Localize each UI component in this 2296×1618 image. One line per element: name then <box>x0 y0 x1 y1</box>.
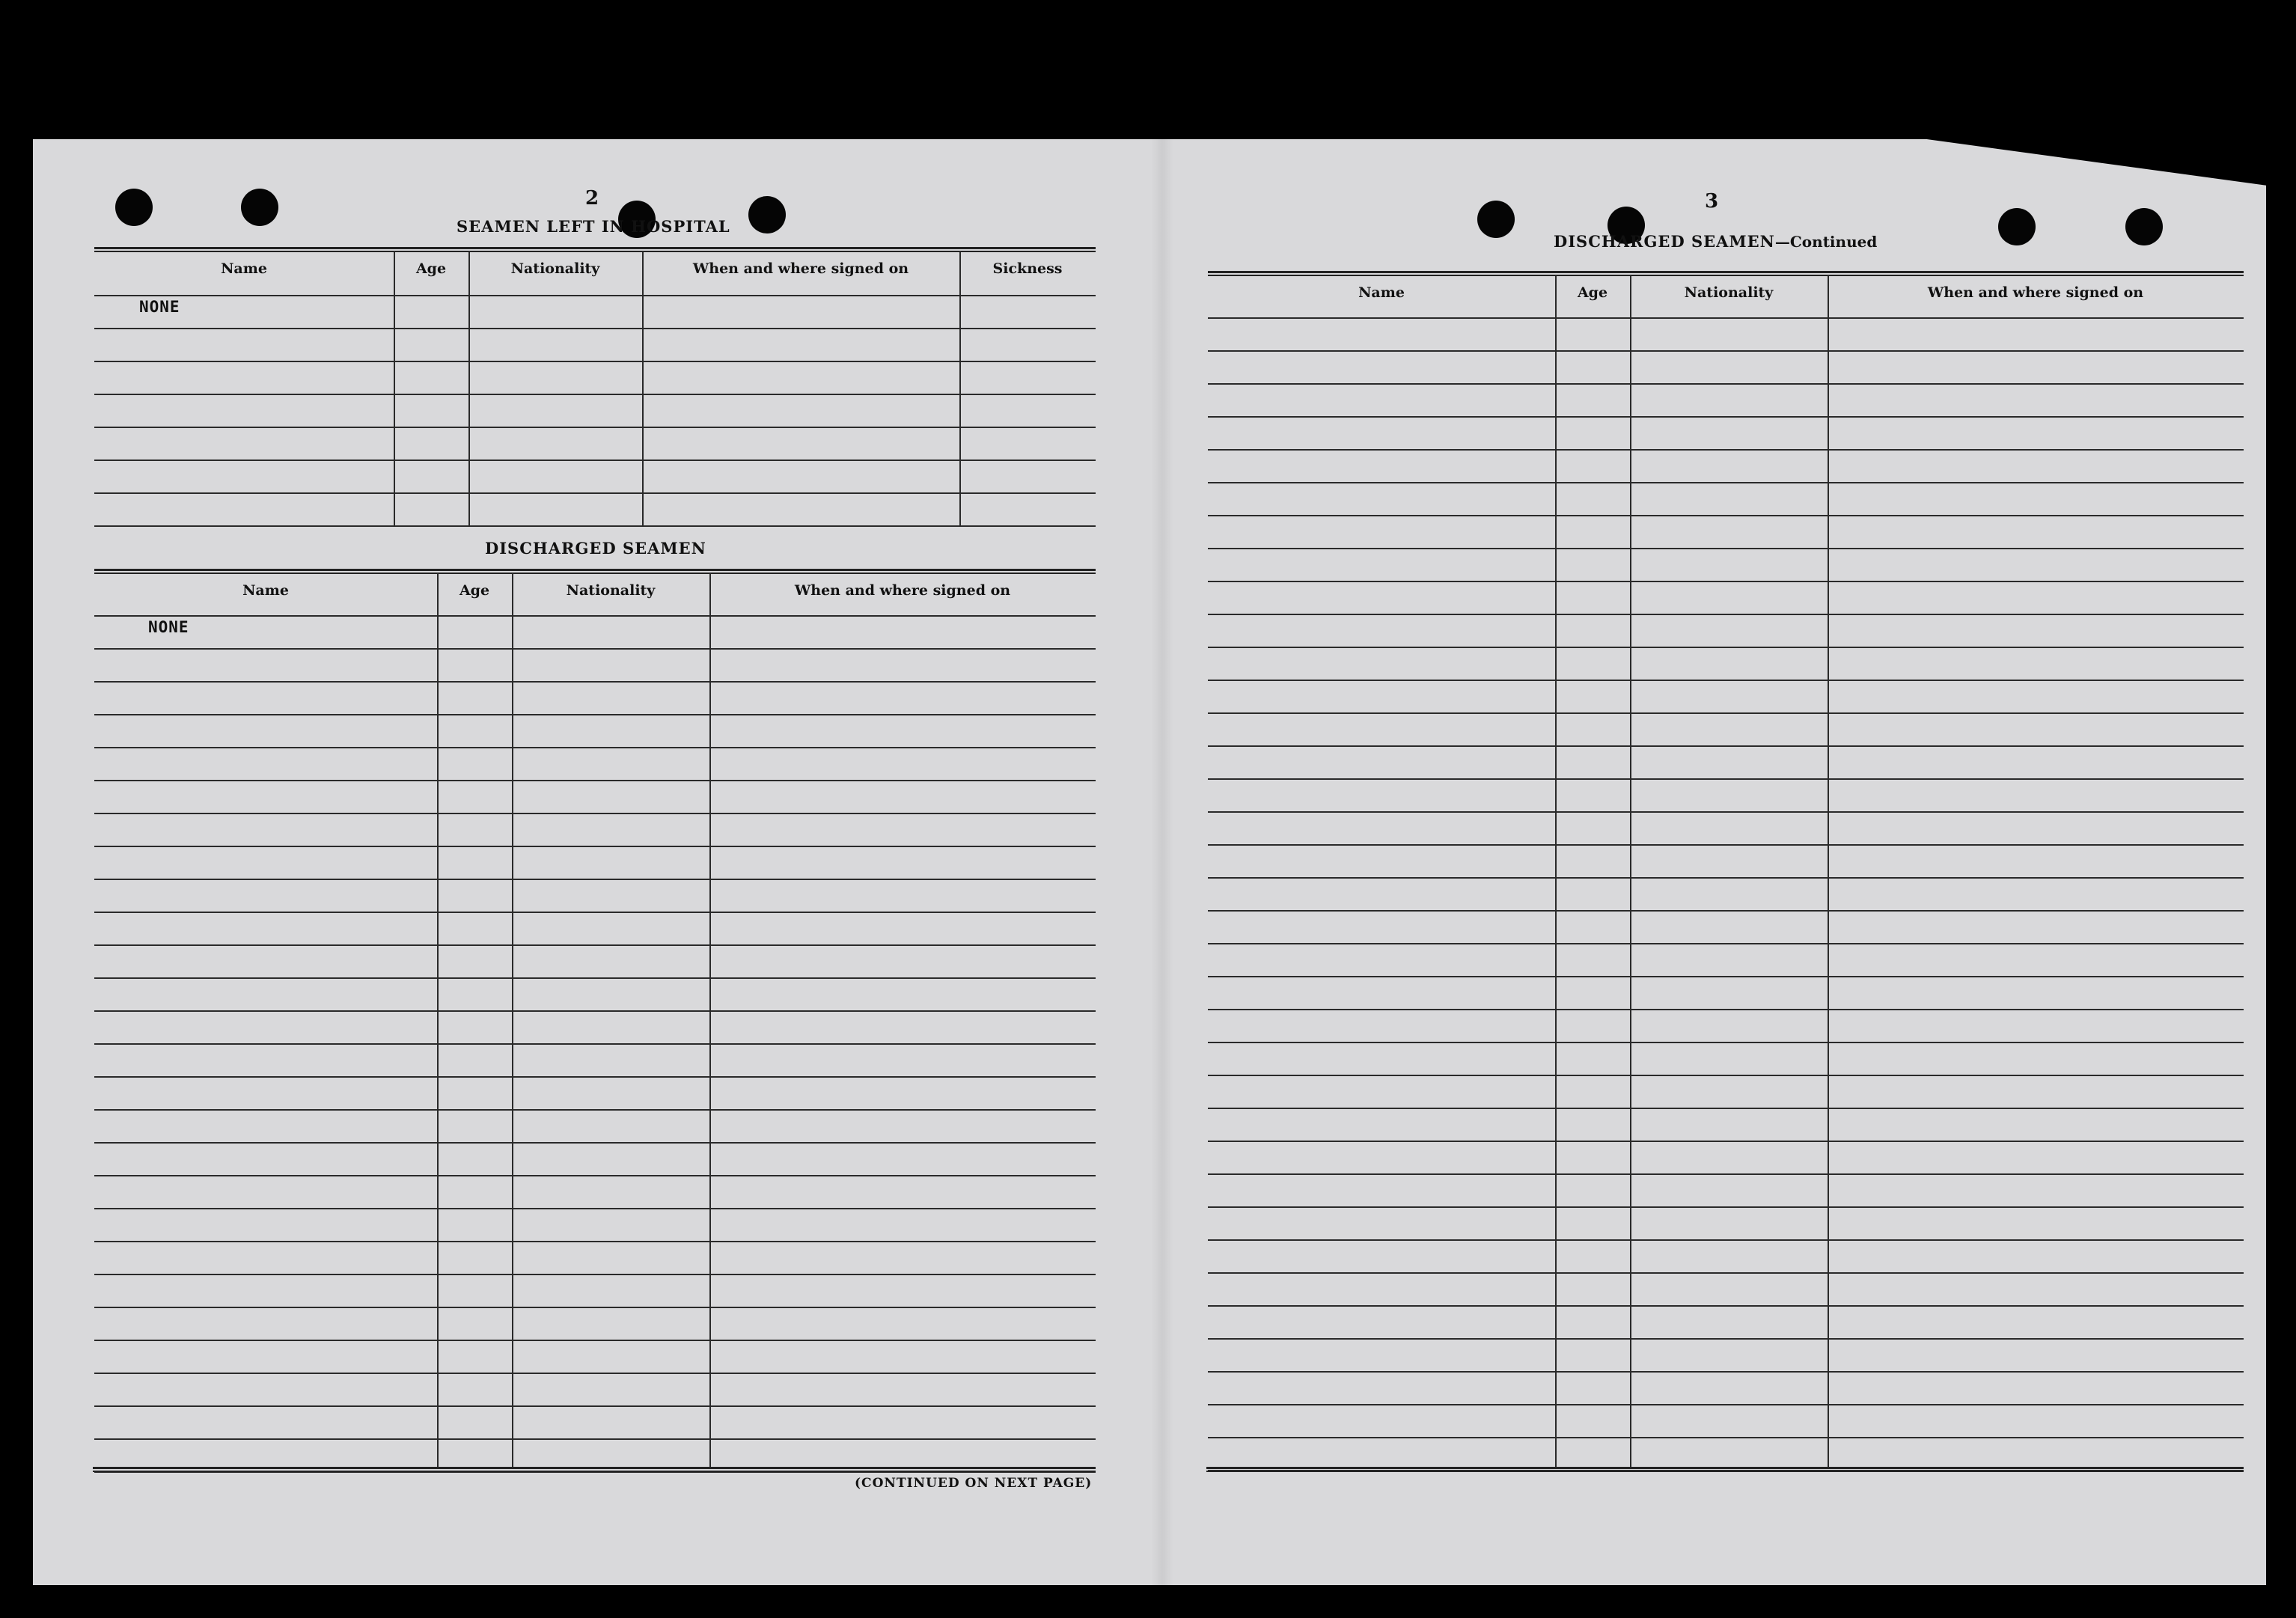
discharged-row-rule <box>94 1109 1096 1111</box>
discharged-row-rule <box>94 1142 1096 1144</box>
continued-row-rule <box>1208 1272 2244 1274</box>
continued-header-nationality: Nationality <box>1684 284 1774 301</box>
discharged-header-nationality: Nationality <box>566 582 656 599</box>
discharged-row-rule <box>94 1241 1096 1242</box>
continued-row-rule <box>1208 1338 2244 1340</box>
continued-row-rule <box>1208 877 2244 879</box>
continued-row-rule <box>1208 811 2244 813</box>
hospital-column-divider <box>468 251 470 525</box>
punch-hole <box>748 196 786 233</box>
discharged-row-rule <box>94 1307 1096 1308</box>
continued-header-when-and-where-signed-on: When and where signed on <box>1927 284 2144 301</box>
continued-row-rule <box>1208 1108 2244 1109</box>
continued-title-suffix: —Continued <box>1774 233 1878 251</box>
discharged-row-rule <box>94 780 1096 781</box>
document-sheet <box>33 139 2266 1585</box>
discharged-row-rule <box>94 714 1096 715</box>
hospital-row-rule <box>94 328 1096 329</box>
discharged-row-rule <box>94 944 1096 946</box>
page-fold <box>1151 139 1173 1585</box>
continued-header-name: Name <box>1358 284 1405 301</box>
punch-hole <box>1477 201 1515 238</box>
discharged-column-divider <box>709 573 711 1467</box>
discharged-row-rule <box>94 681 1096 683</box>
discharged-header-age: Age <box>459 582 490 599</box>
discharged-row-rule <box>94 648 1096 650</box>
discharged-row-rule <box>94 1076 1096 1078</box>
discharged-row-rule <box>94 1208 1096 1209</box>
discharged-table-top-rule <box>94 569 1096 574</box>
discharged-header-when-and-where-signed-on: When and where signed on <box>794 582 1011 599</box>
discharged-table-bottom-rule <box>93 1467 1096 1472</box>
hospital-header-sickness: Sickness <box>992 260 1063 277</box>
right-page-number: 3 <box>1705 190 1719 213</box>
discharged-row-rule <box>94 813 1096 814</box>
discharged-row-rule <box>94 1340 1096 1341</box>
hospital-column-divider <box>642 251 644 525</box>
discharged-section-title: DISCHARGED SEAMEN <box>485 539 706 558</box>
continued-row-rule <box>1208 317 2244 319</box>
continued-row-rule <box>1208 1173 2244 1175</box>
left-page-number: 2 <box>585 187 599 210</box>
continued-header-age: Age <box>1577 284 1608 301</box>
torn-corner <box>1916 138 2268 186</box>
continued-row-rule <box>1208 614 2244 615</box>
discharged-row-rule <box>94 977 1096 979</box>
continued-row-rule <box>1208 745 2244 747</box>
continued-row-rule <box>1208 383 2244 385</box>
continued-title-main: DISCHARGED SEAMEN <box>1554 232 1775 251</box>
hospital-row-rule <box>94 361 1096 362</box>
hospital-row-rule <box>94 295 1096 296</box>
hospital-header-when-and-where-signed-on: When and where signed on <box>692 260 909 277</box>
continued-row-rule <box>1208 844 2244 846</box>
discharged-header-name: Name <box>242 582 289 599</box>
continued-column-divider <box>1828 275 1829 1467</box>
continued-row-rule <box>1208 943 2244 944</box>
continued-row-rule <box>1208 1371 2244 1373</box>
hospital-entry: NONE <box>139 298 180 316</box>
continued-row-rule <box>1208 1141 2244 1142</box>
discharged-row-rule <box>94 1373 1096 1374</box>
continued-column-divider <box>1555 275 1557 1467</box>
continued-row-rule <box>1208 350 2244 352</box>
hospital-header-age: Age <box>415 260 447 277</box>
discharged-row-rule <box>94 1438 1096 1440</box>
discharged-row-rule <box>94 1274 1096 1275</box>
continued-table-top-rule <box>1208 271 2244 276</box>
continued-column-divider <box>1630 275 1631 1467</box>
continued-row-rule <box>1208 1305 2244 1307</box>
discharged-row-rule <box>94 912 1096 913</box>
discharged-row-rule <box>94 615 1096 617</box>
continued-row-rule <box>1208 1042 2244 1043</box>
discharged-column-divider <box>437 573 439 1467</box>
continued-table-bottom-rule <box>1206 1467 2244 1472</box>
hospital-column-divider <box>959 251 961 525</box>
discharged-row-rule <box>94 747 1096 748</box>
hospital-row-rule <box>94 394 1096 395</box>
continued-row-rule <box>1208 482 2244 483</box>
continued-row-rule <box>1208 976 2244 977</box>
punch-hole <box>115 189 153 226</box>
continued-row-rule <box>1208 581 2244 582</box>
punch-hole <box>1998 208 2036 245</box>
continued-row-rule <box>1208 449 2244 451</box>
discharged-row-rule <box>94 879 1096 880</box>
continued-row-rule <box>1208 1404 2244 1405</box>
punch-hole <box>241 189 278 226</box>
hospital-section-title: SEAMEN LEFT IN HOSPITAL <box>457 217 730 236</box>
discharged-row-rule <box>94 1043 1096 1045</box>
hospital-row-rule <box>94 525 1096 527</box>
hospital-header-name: Name <box>221 260 267 277</box>
continued-row-rule <box>1208 416 2244 418</box>
continued-row-rule <box>1208 647 2244 648</box>
hospital-header-nationality: Nationality <box>510 260 600 277</box>
discharged-row-rule <box>94 846 1096 847</box>
continued-row-rule <box>1208 1206 2244 1208</box>
continued-row-rule <box>1208 1437 2244 1438</box>
discharged-row-rule <box>94 1175 1096 1176</box>
continued-footer: (CONTINUED ON NEXT PAGE) <box>855 1476 1093 1491</box>
continued-row-rule <box>1208 548 2244 549</box>
continued-row-rule <box>1208 515 2244 516</box>
hospital-row-rule <box>94 492 1096 494</box>
discharged-entry: NONE <box>148 618 189 636</box>
continued-row-rule <box>1208 1075 2244 1076</box>
continued-row-rule <box>1208 1009 2244 1010</box>
hospital-row-rule <box>94 460 1096 461</box>
punch-hole <box>2125 208 2163 245</box>
discharged-column-divider <box>512 573 513 1467</box>
continued-section-title <box>1554 232 1877 251</box>
continued-row-rule <box>1208 910 2244 912</box>
continued-row-rule <box>1208 680 2244 681</box>
continued-row-rule <box>1208 712 2244 714</box>
hospital-row-rule <box>94 427 1096 428</box>
discharged-row-rule <box>94 1010 1096 1012</box>
continued-row-rule <box>1208 778 2244 780</box>
hospital-table-top-rule <box>94 247 1096 252</box>
discharged-row-rule <box>94 1405 1096 1407</box>
hospital-column-divider <box>394 251 395 525</box>
continued-row-rule <box>1208 1239 2244 1241</box>
